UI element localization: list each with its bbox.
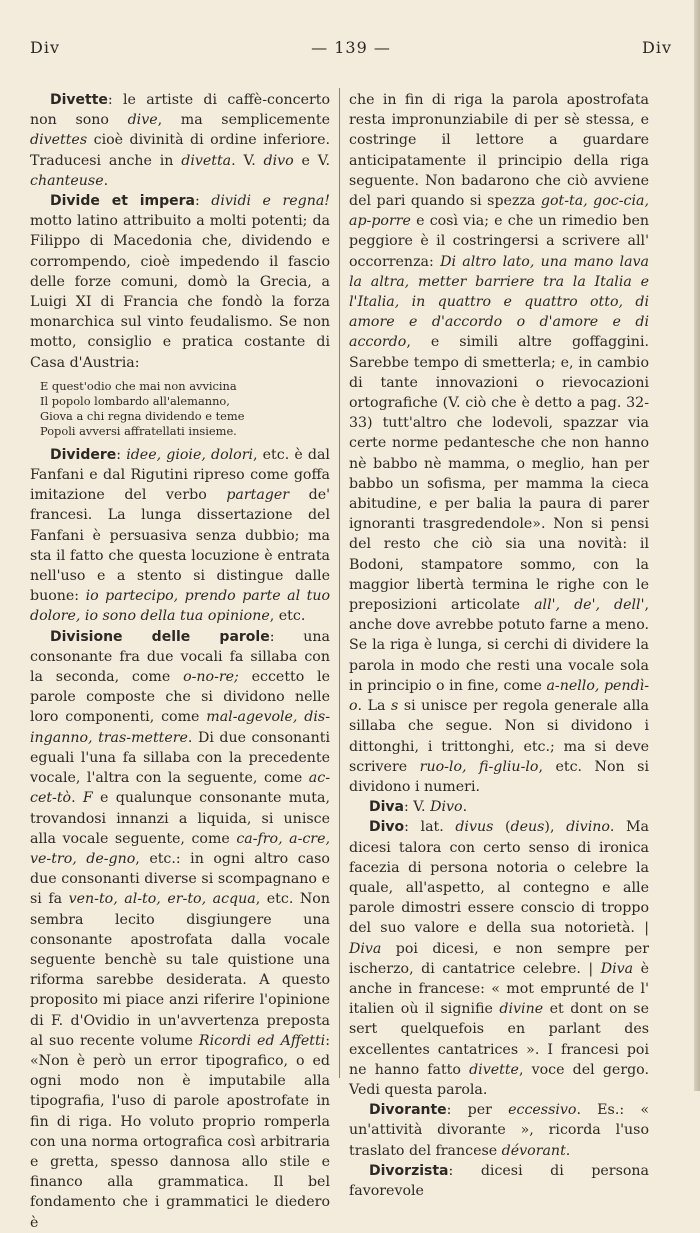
- entry-text: , etc. Non si dividono i numeri.: [349, 758, 649, 795]
- entry-text: ),: [544, 819, 567, 836]
- entry-text: .: [565, 1142, 571, 1159]
- running-head-left: Div: [30, 38, 60, 57]
- entry-italic: Diva: [349, 940, 382, 957]
- running-head-right: Div: [642, 38, 672, 57]
- entry-text: :: [195, 193, 212, 210]
- left-column: [30, 90, 331, 1231]
- entry-italic: Di altro lato, una mano lava la altra, metter barriere tra la Italia e l'Italia, in quattro e quattro otto, di amore e d'accordo o d'amore e di accordo: [349, 253, 649, 351]
- verse-quotation: [30, 379, 330, 439]
- entry-headword: Divorante: [369, 1102, 447, 1119]
- entry-text: :: [116, 446, 127, 463]
- entry-headword: Dividere: [50, 446, 117, 463]
- entry-text: . La: [357, 698, 392, 715]
- right-column: [349, 90, 650, 1199]
- entry-text: , etc.: [269, 608, 306, 625]
- entry-text: : per: [446, 1102, 509, 1119]
- entry-text: . Ma dicesi talora con certo senso di ironica facezia di persona notoria o celebre la quale, all'aspetto, al contegno e alle parole dimostri essere conscio di troppo del suo valore e della sua notorietà. |: [349, 819, 649, 937]
- entry-headword: Diva: [369, 799, 404, 816]
- entry-italic: chanteuse: [30, 172, 104, 189]
- entry-text: , etc.: in ogni altro caso due consonanti diverse si scompagnano e si fa: [30, 850, 330, 908]
- entry-text: . V.: [231, 152, 264, 169]
- verse-line: E quest'odio che mai non avvicina: [40, 378, 237, 393]
- entry-italic: idee, gioie, dolori: [126, 446, 254, 463]
- entry-diva: [349, 797, 649, 817]
- entry-text: , voce del gergo. Vedi questa parola.: [349, 1061, 649, 1098]
- entry-italic: divino: [566, 819, 610, 836]
- entry-text: , ma semplicemente: [157, 112, 330, 129]
- entry-italic: dive: [127, 112, 158, 129]
- entry-text: . Di due consonanti eguali l'una fa sillaba con la precedente vocale, l'altra con la seguente, come: [30, 729, 330, 787]
- entry-text: .: [103, 172, 109, 189]
- entry-text: : dicesi di persona favorevole: [349, 1162, 649, 1199]
- entry-headword: Divette: [50, 92, 108, 108]
- entry-italic: io partecipo, prendo parte al tuo dolore, io sono della tua opinione: [30, 588, 330, 625]
- entry-divette: [30, 90, 330, 191]
- page-header: [30, 38, 672, 62]
- verse-line: Popoli avversi affratellati insieme.: [40, 423, 237, 438]
- entry-italic: Diva: [600, 960, 634, 977]
- entry-italic: partager: [226, 487, 290, 504]
- entry-text: cioè divinità di ordine inferiore. Traducesi anche in: [30, 132, 330, 169]
- entry-text: .: [462, 799, 468, 816]
- entry-italic: divetta: [181, 152, 232, 169]
- entry-divide-et-impera: [30, 191, 330, 373]
- entry-divo: [349, 817, 649, 1100]
- entry-text: : «Non è però un error tipografico, o ed ogni modo non è imputabile alla tipografia, l'uso di parole apostrofate in fin di riga. Ho voluto proprio romperla con una norma ortografica così arbitraria e gretta, spesso dannosa allo stile e financo alla grammatica. Il bel fondamento che i grammatici le diedero è: [30, 1032, 330, 1231]
- entry-italic: got-ta, goc-cia, ap-porre: [349, 193, 649, 230]
- verse-line: Il popolo lombardo all'alemanno,: [40, 393, 230, 408]
- entry-dividere: [30, 445, 330, 627]
- page-number: — 139 —: [311, 38, 391, 57]
- entry-text: .: [71, 790, 83, 807]
- entry-divorzista: [349, 1161, 649, 1201]
- entry-headword: Divisione delle parole: [50, 628, 270, 645]
- entry-text: , etc. Non sembra lecito disgiungere una consonante apostrofata dalla vocale seguente benchè su tale quistione una riforma sarebbe desiderata. A questo proposito mi piace anzi riferire l'opinione di F. d'Ovidio in un'avvertenza preposta al suo recente volume: [30, 891, 330, 1049]
- entry-italic: ruo-lo, fi-gliu-lo: [419, 758, 539, 775]
- entry-italic: eccessivo: [508, 1102, 577, 1119]
- entry-text: si unisce per regola generale alla sillaba che segue. Non si dividono i dittonghi, i trittonghi, etc.; ma si deve scrivere: [349, 698, 649, 775]
- entry-text: : le artiste di caffè-concerto non sono: [30, 92, 330, 129]
- page-edge-shadow: [694, 0, 700, 1091]
- entry-text: , etc. è dal Fanfani e dal Rigutini ripreso come goffa imitazione del verbo: [30, 446, 330, 504]
- entry-text: e V.: [293, 152, 330, 169]
- entry-italic: dévorant: [501, 1142, 566, 1159]
- entry-text: (: [493, 819, 511, 836]
- entry-text: , anche dove avrebbe potuto farne a meno. Se la riga è lunga, si cerchi di dividere la parola in modo che resti una vocale sola in principio o in fine, come: [349, 597, 649, 694]
- entry-italic: Ricordi ed Affetti: [198, 1032, 326, 1049]
- entry-italic: divo: [263, 152, 294, 169]
- entry-text: . Es.: « un'attività divorante », ricorda l'uso traslato del francese: [349, 1102, 649, 1159]
- entry-italic: divine: [499, 1001, 544, 1018]
- entry-italic: F: [82, 790, 93, 807]
- entry-italic: ven-to, al-to, er-to, acqua: [68, 891, 256, 908]
- entry-text: : V.: [404, 799, 431, 816]
- entry-text: poi dicesi, e non sempre per ischerzo, di cantatrice celebre. |: [349, 940, 649, 977]
- entry-continuation: [349, 90, 649, 797]
- entry-headword: Divo: [369, 819, 405, 836]
- entry-italic: ca-fro, a-cre, ve-tro, de-gno: [30, 830, 330, 867]
- column-divider: [339, 88, 340, 1078]
- verse-line: Giova a chi regna dividendo e teme: [40, 408, 245, 423]
- entry-text: è anche in francese: « mot emprunté de l' italien où il signifie: [349, 960, 650, 1018]
- entry-text: : una consonante fra due vocali fa sillaba con la seconda, come: [30, 628, 330, 686]
- entry-text: che in fin di riga la parola apostrofata resta impronunziabile di per sè stessa, e costringe il lettore a guardare anticipatamente il principio della riga seguente. Non badarono che ciò avviene del pari quando si spezza: [349, 92, 649, 210]
- entry-divorante: [349, 1100, 649, 1161]
- entry-italic: divette: [469, 1061, 519, 1078]
- entry-text: e così via; e che un rimedio ben peggiore è il costringersi a scrivere all' occorrenza:: [349, 213, 649, 270]
- entry-text: , e simili altre goffaggini. Sarebbe tempo di smetterla; e, in cambio di tante innovazioni o rievocazioni ortografiche (V. ciò che è detto a pag. 32-33) tutt'altro che lodevoli, spazzar via certe norme pedantesche che non hanno nè babbo nè mamma, o meglio, han per babbo un sofisma, per mamma la cieca abitudine, e per balia la paura di parer ignoranti trasgredendole». Non si pensi del resto che ciò sia una novità: il Bodoni, stampatore sommo, con la maggior libertà termina le righe con le preposizioni articolate: [349, 334, 649, 614]
- entry-italic: s: [391, 698, 399, 715]
- entry-text: e qualunque consonante muta, trovandosi innanzi a liquida, si unisce alla vocale seguente, come: [30, 790, 330, 847]
- entry-text: et dont on se sert quelquefois en parlant des excellentes cantatrices ». I francesi poi ne hanno fatto: [349, 1001, 649, 1078]
- entry-italic: Divo: [430, 799, 463, 816]
- entry-divisione-delle-parole: [30, 627, 330, 1233]
- entry-text: : lat.: [404, 819, 456, 836]
- entry-italic: divus: [455, 819, 494, 836]
- entry-italic: o-no-re;: [183, 669, 239, 686]
- entry-headword: Divide et impera: [50, 193, 196, 210]
- entry-text: de' francesi. La lunga dissertazione del Fanfani è persuasiva senza dubbio; ma sta il fatto che questa locuzione è entrata nell'uso e a stento si distingue dalle buone:: [30, 487, 331, 605]
- entry-headword: Divorzista: [369, 1162, 449, 1179]
- entry-italic: a-nello, pendì-o: [349, 677, 649, 715]
- entry-italic: mal-agevole, dis-inganno, tras-mettere: [30, 709, 330, 746]
- entry-italic: deus: [510, 819, 545, 836]
- entry-text: eccetto le parole composte che si dividono nelle loro componenti, come: [30, 669, 330, 726]
- entry-text: motto latino attribuito a molti potenti; da Filippo di Macedonia che, dividendo e corrompendo, cioè impedendo il fascio delle forze comuni, domò la Grecia, a Luigi XI di Francia che fondò la forza monarchica sul vinto feudalismo. Se non motto, consiglio e pratica costante di Casa d'Austria:: [30, 213, 330, 371]
- entry-italic: divettes: [30, 132, 88, 149]
- entry-italic: all', de', dell': [534, 597, 645, 614]
- entry-italic: dividi e regna!: [211, 193, 330, 210]
- entry-italic: ac-cet-tò: [30, 770, 330, 807]
